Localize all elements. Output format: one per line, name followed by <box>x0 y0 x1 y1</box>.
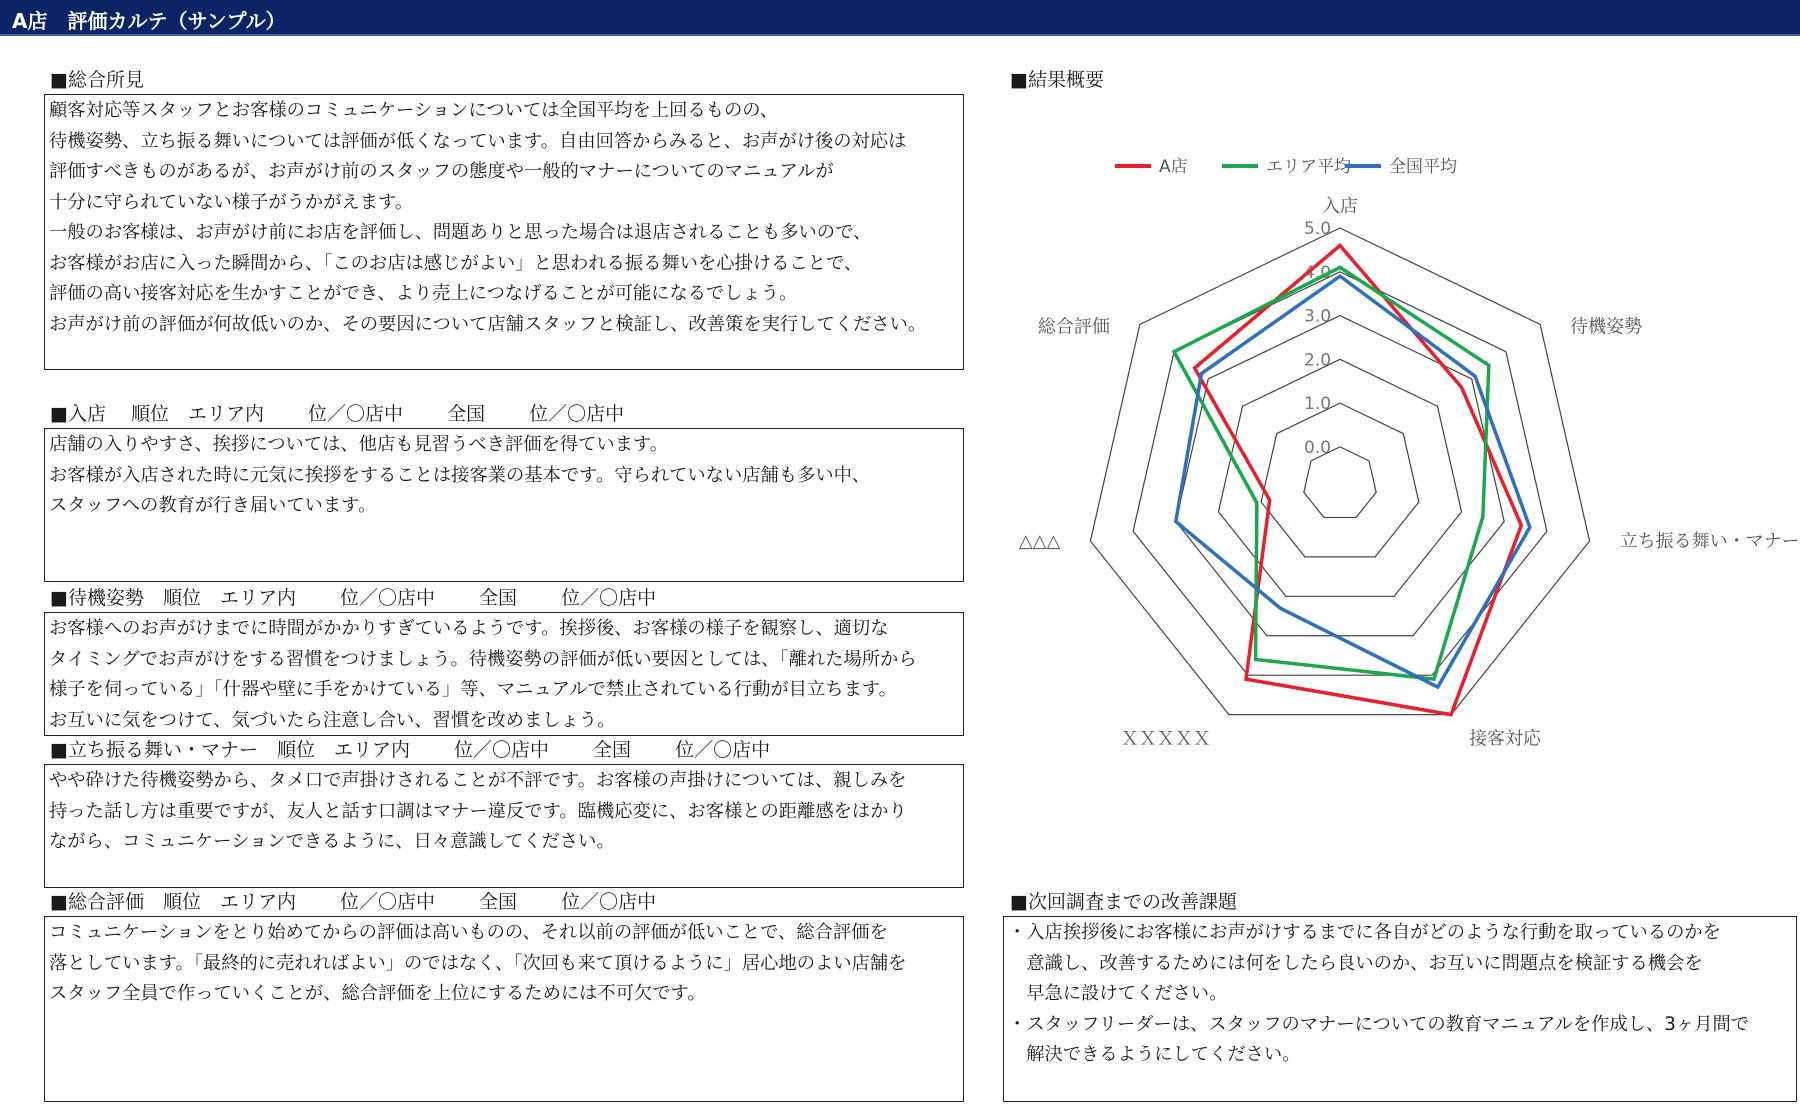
chart-legend <box>1115 157 1457 177</box>
text-line: お客様が入店された時に元気に挨拶をすることは接客業の基本です。守られていない店舗も多い中、 <box>49 464 871 486</box>
improvement-heading: ■次回調査までの改善課題 <box>1010 891 1237 913</box>
improvement-box <box>1003 916 1797 1102</box>
radar-chart <box>990 140 1800 780</box>
text-line: ・入店挨拶後にお客様にお声がけするまでに各自がどのような行動を取っているのかを <box>1008 922 1721 943</box>
radar-series <box>1174 246 1530 715</box>
manner-heading: ■立ち振る舞い・マナー 順位 エリア内 位／〇店中 全国 位／〇店中 <box>50 739 771 761</box>
tick-label: 4.0 <box>1304 262 1332 283</box>
axis-label: △△△ <box>1018 530 1061 552</box>
waiting-heading: ■待機姿勢 順位 エリア内 位／〇店中 全国 位／〇店中 <box>50 587 657 609</box>
title-bar <box>0 0 1800 36</box>
entry-box <box>44 428 964 582</box>
overall-findings-heading: ■総合所見 <box>50 69 144 91</box>
text-line: 待機姿勢、立ち振る舞いについては評価が低くなっています。自由回答からみると、お声がけ後の対応は <box>49 130 907 152</box>
entry-heading: ■入店 順位 エリア内 位／〇店中 全国 位／〇店中 <box>50 403 625 425</box>
axis-label: 待機姿勢 <box>1570 316 1643 338</box>
legend-label: A店 <box>1159 157 1188 177</box>
tick-label: 1.0 <box>1304 394 1332 415</box>
text-line: 早急に設けてください。 <box>1008 983 1228 1004</box>
text-line: 様子を伺っている」「什器や壁に手をかけている」等、マニュアルで禁止されている行動が目立ちます。 <box>49 679 897 700</box>
text-line: ・スタッフリーダーは、スタッフのマナーについての教育マニュアルを作成し、3ヶ月間で <box>1008 1013 1750 1035</box>
text-line: 評価すべきものがあるが、お声がけ前のスタッフの態度や一般的マナーについてのマニュアルが <box>49 161 834 182</box>
text-line: お客様がお店に入った瞬間から、「このお店は感じがよい」と思われる振る舞いを心掛けることで、 <box>49 252 863 274</box>
text-line: 顧客対応等スタッフとお客様のコミュニケーションについては全国平均を上回るものの、 <box>49 100 779 121</box>
total-box <box>44 916 964 1102</box>
series-line <box>1174 267 1489 679</box>
text-line: お客様へのお声がけまでに時間がかかりすぎているようです。挨拶後、お客様の様子を観察し、適切な <box>49 618 889 639</box>
legend-label: エリア平均 <box>1266 157 1351 177</box>
text-line: 解決できるようにしてください。 <box>1008 1044 1301 1065</box>
text-line: コミュニケーションをとり始めてからの評価は高いものの、それ以前の評価が低いことで、総合評価を <box>49 922 888 943</box>
text-line: 持った話し方は重要ですが、友人と話す口調はマナー違反です。臨機応変に、お客様との距離感をはかり <box>49 800 907 822</box>
radar-grid <box>1090 228 1589 715</box>
grid-ring <box>1176 316 1504 636</box>
text-line: やや砕けた待機姿勢から、タメ口で声掛けされることが不評です。お客様の声掛けについては、親しみを <box>49 770 907 791</box>
legend-label: 全国平均 <box>1389 157 1457 177</box>
tick-label: 5.0 <box>1304 219 1332 239</box>
text-line: 落としています。「最終的に売れればよい」のではなく、「次回も来て頂けるように」居心地のよい店舗を <box>49 952 907 974</box>
axis-label: 接客対応 <box>1469 728 1542 750</box>
tick-label: 3.0 <box>1304 306 1332 327</box>
text-line: 意識し、改善するためには何をしたら良いのか、お互いに問題点を検証する機会を <box>1008 952 1703 974</box>
total-heading: ■総合評価 順位 エリア内 位／〇店中 全国 位／〇店中 <box>50 891 657 913</box>
axis-label: 立ち振る舞い・マナー <box>1619 530 1800 552</box>
manner-box <box>44 764 964 888</box>
grid-ring <box>1090 228 1589 715</box>
text-line: お互いに気をつけて、気づいたら注意し合い、習慣を改めましょう。 <box>49 709 616 731</box>
tick-label: 2.0 <box>1304 350 1332 371</box>
text-line: 店舗の入りやすさ、挨拶については、他店も見習うべき評価を得ています。 <box>49 434 669 455</box>
waiting-box <box>44 612 964 736</box>
radar-axis-labels <box>1019 196 1800 750</box>
axis-label: 入店 <box>1322 196 1358 217</box>
overall-findings-box <box>44 94 964 370</box>
summary-heading: ■結果概要 <box>1010 69 1104 91</box>
text-line: ながら、コミュニケーションできるように、日々意識してください。 <box>49 831 615 852</box>
axis-label: ＸＸＸＸＸ <box>1120 728 1211 750</box>
text-line: スタッフへの教育が行き届いています。 <box>49 495 377 516</box>
tick-label: 0.0 <box>1304 437 1332 458</box>
grid-ring <box>1261 403 1419 557</box>
text-line: 一般のお客様は、お声がけ前にお店を評価し、問題ありと思った場合は退店されることも多いので、 <box>49 222 872 243</box>
text-line: 十分に守られていない様子がうかがえます。 <box>49 191 414 213</box>
text-line: 評価の高い接客対応を生かすことができ、より売上につなげることが可能になるでしょう。 <box>49 283 798 304</box>
text-line: お声がけ前の評価が何故低いのか、その要因について店舗スタッフと検証し、改善策を実行してください。 <box>49 313 927 335</box>
axis-label: 総合評価 <box>1037 316 1110 338</box>
page-title: A店 評価カルテ（サンプル） <box>12 9 286 33</box>
text-line: スタッフ全員で作っていくことが、総合評価を上位にするためには不可欠です。 <box>49 983 706 1004</box>
text-line: タイミングでお声がけをする習慣をつけましょう。待機姿勢の評価が低い要因としては、「離れた場所から <box>49 648 917 670</box>
